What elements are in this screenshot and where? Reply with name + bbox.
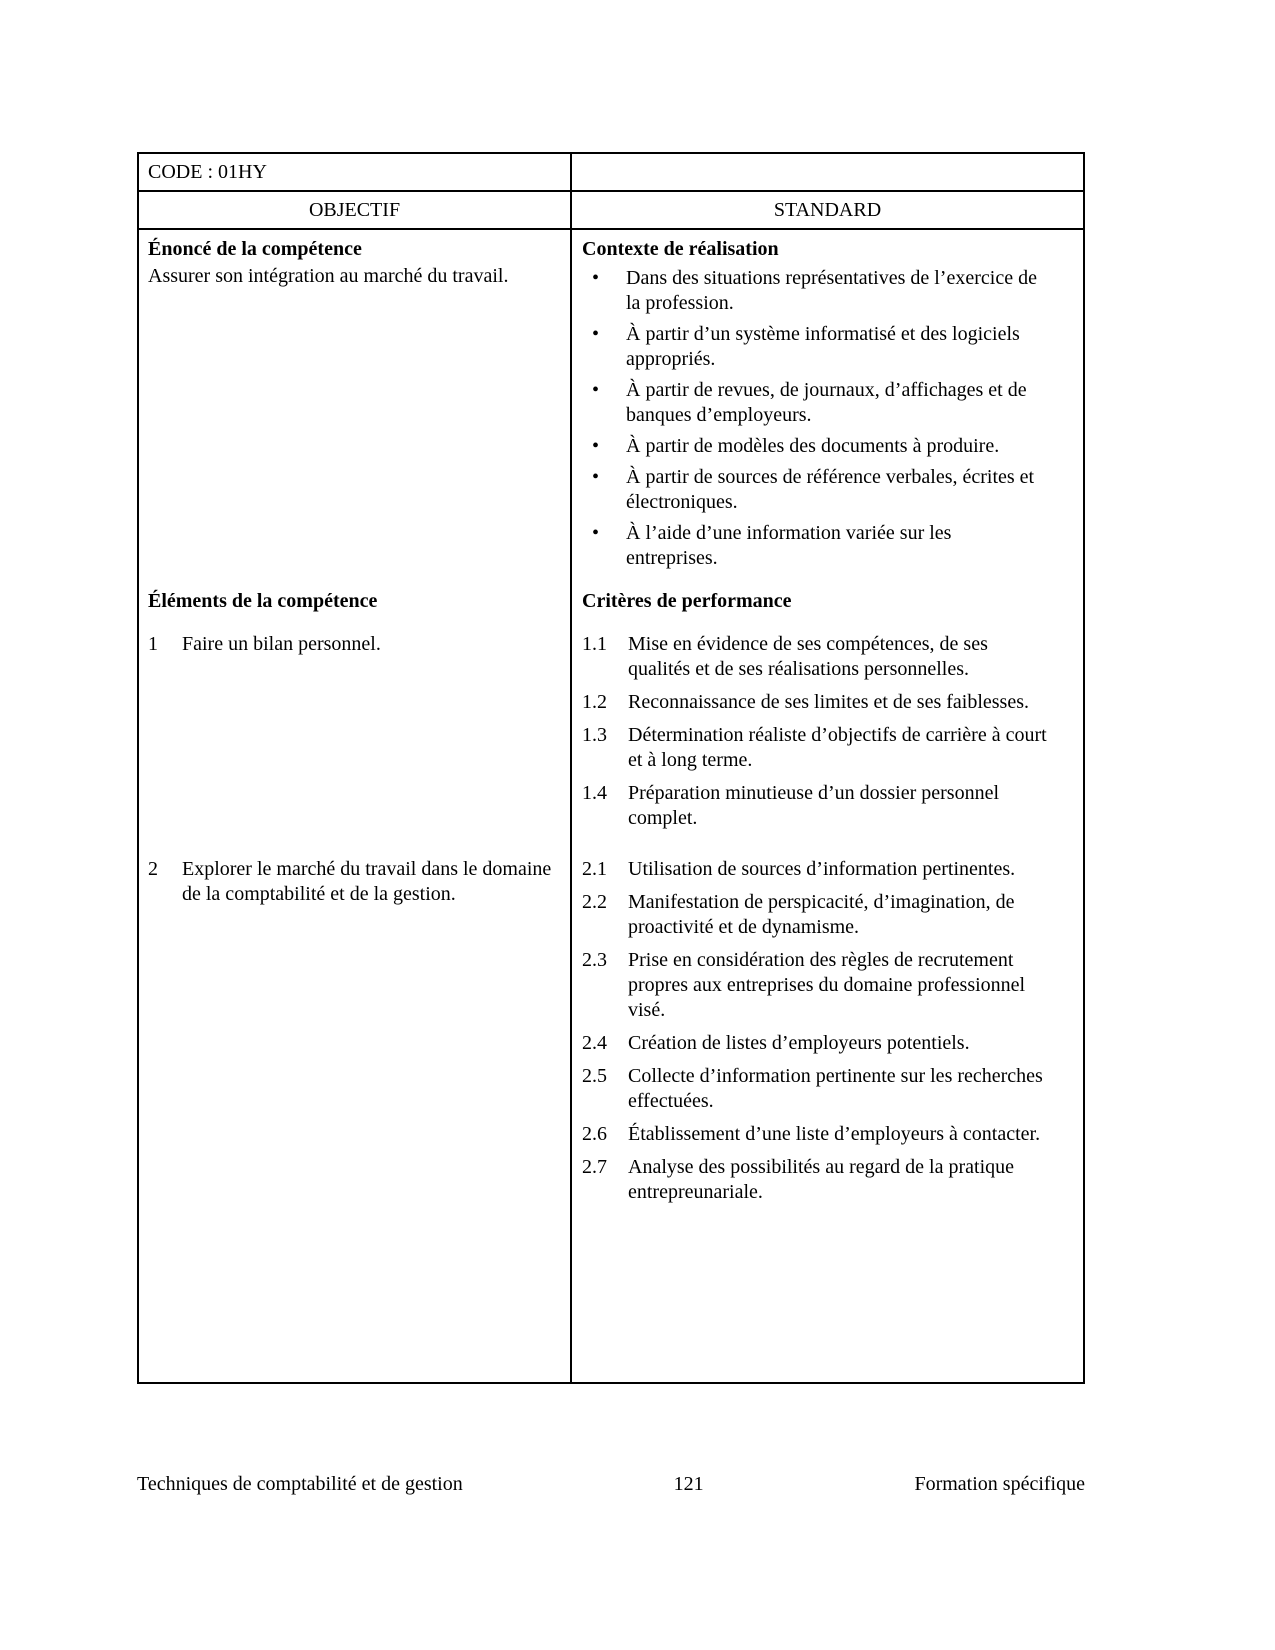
critere-text: Analyse des possibilités au regard de la pratique entrepreunariale. <box>628 1156 1014 1203</box>
criteres-title: Critères de performance <box>582 590 792 612</box>
contexte-item <box>592 378 1047 428</box>
bullet-icon <box>592 434 599 459</box>
critere-number: 1.1 <box>582 633 607 655</box>
criteres-list-2 <box>582 857 1047 1205</box>
element-item <box>148 632 558 657</box>
contexte-item <box>592 266 1047 316</box>
critere-number: 2.2 <box>582 891 607 913</box>
enonce-section <box>139 230 572 579</box>
bullet-icon <box>592 465 599 490</box>
contexte-section <box>572 230 1083 579</box>
critere-text: Utilisation de sources d’information pertinentes. <box>628 858 1016 880</box>
critere-number: 2.6 <box>582 1123 607 1145</box>
contexte-title: Contexte de réalisation <box>582 238 779 260</box>
critere-item <box>582 948 1047 1023</box>
standard-header-cell <box>572 192 1083 228</box>
critere-item <box>582 690 1047 715</box>
critere-text: Création de listes d’employeurs potentiels. <box>628 1032 970 1054</box>
contexte-item <box>592 521 1047 571</box>
element-number: 2 <box>148 858 158 880</box>
footer-right-text: Formation spécifique <box>914 1473 1085 1495</box>
element-text: Faire un bilan personnel. <box>182 633 381 655</box>
critere-number: 2.3 <box>582 949 607 971</box>
elements-title: Éléments de la compétence <box>148 590 378 612</box>
enonce-text: Assurer son intégration au marché du travail. <box>148 265 509 287</box>
enonce-title: Énoncé de la compétence <box>148 238 362 260</box>
page-footer <box>137 1472 1085 1497</box>
critere-item <box>582 1155 1047 1205</box>
contexte-item-text: À partir de sources de référence verbales, écrites et électroniques. <box>626 466 1035 513</box>
critere-item <box>582 1122 1047 1147</box>
column-header-row <box>139 192 1083 230</box>
footer-left-text: Techniques de comptabilité et de gestion <box>137 1473 463 1495</box>
code-empty-cell <box>572 154 1083 190</box>
critere-text: Collecte d’information pertinente sur les recherches effectuées. <box>628 1065 1043 1112</box>
element-number: 1 <box>148 633 158 655</box>
criteres-title-cell <box>572 579 1083 616</box>
code-cell <box>139 154 572 190</box>
critere-number: 2.5 <box>582 1065 607 1087</box>
contexte-item <box>592 434 1047 459</box>
critere-text: Établissement d’une liste d’employeurs à contacter. <box>628 1123 1041 1145</box>
contexte-list <box>582 266 1047 571</box>
criteres-group-2 <box>572 841 1083 1382</box>
element-2-cell <box>139 841 572 1382</box>
critere-number: 2.7 <box>582 1156 607 1178</box>
critere-item <box>582 781 1047 831</box>
critere-text: Reconnaissance de ses limites et de ses faiblesses. <box>628 691 1029 713</box>
element-text: Explorer le marché du travail dans le domaine de la comptabilité et de la gestion. <box>182 858 552 905</box>
elements-title-cell <box>139 579 572 616</box>
contexte-item <box>592 322 1047 372</box>
code-row <box>139 154 1083 192</box>
bullet-icon <box>592 521 599 546</box>
critere-item <box>582 857 1047 882</box>
bullet-icon <box>592 266 599 291</box>
element-1-cell <box>139 616 572 841</box>
critere-item <box>582 1031 1047 1056</box>
contexte-item <box>592 465 1047 515</box>
critere-number: 2.4 <box>582 1032 607 1054</box>
bullet-icon <box>592 378 599 403</box>
contexte-item-text: Dans des situations représentatives de l’exercice de la profession. <box>626 267 1037 314</box>
contexte-item-text: À partir de modèles des documents à produire. <box>626 435 1000 457</box>
criteres-list-1 <box>582 632 1047 831</box>
critere-text: Prise en considération des règles de recrutement propres aux entreprises du domaine professionnel visé. <box>628 949 1026 1021</box>
competency-table <box>137 152 1085 1384</box>
standard-header-label: STANDARD <box>773 198 882 221</box>
critere-item <box>582 632 1047 682</box>
critere-text: Préparation minutieuse d’un dossier personnel complet. <box>628 782 1000 829</box>
contexte-item-text: À l’aide d’une information variée sur les entreprises. <box>626 522 952 569</box>
critere-number: 1.3 <box>582 724 607 746</box>
critere-item <box>582 1064 1047 1114</box>
critere-number: 2.1 <box>582 858 607 880</box>
contexte-item-text: À partir d’un système informatisé et des logiciels appropriés. <box>626 323 1020 370</box>
critere-text: Manifestation de perspicacité, d’imagination, de proactivité et de dynamisme. <box>628 891 1015 938</box>
critere-text: Mise en évidence de ses compétences, de ses qualités et de ses réalisations personnelles. <box>628 633 988 680</box>
bullet-icon <box>592 322 599 347</box>
critere-number: 1.4 <box>582 782 607 804</box>
table-body <box>139 230 1083 1382</box>
contexte-item-text: À partir de revues, de journaux, d’affichages et de banques d’employeurs. <box>626 379 1027 426</box>
objectif-header-label: OBJECTIF <box>308 198 401 221</box>
critere-item <box>582 723 1047 773</box>
criteres-group-1 <box>572 616 1083 841</box>
critere-text: Détermination réaliste d’objectifs de carrière à court et à long terme. <box>628 724 1047 771</box>
critere-item <box>582 890 1047 940</box>
code-label: CODE : 01HY <box>148 160 267 183</box>
page-number: 121 <box>673 1473 704 1495</box>
element-item <box>148 857 558 907</box>
objectif-header-cell <box>139 192 572 228</box>
critere-number: 1.2 <box>582 691 607 713</box>
